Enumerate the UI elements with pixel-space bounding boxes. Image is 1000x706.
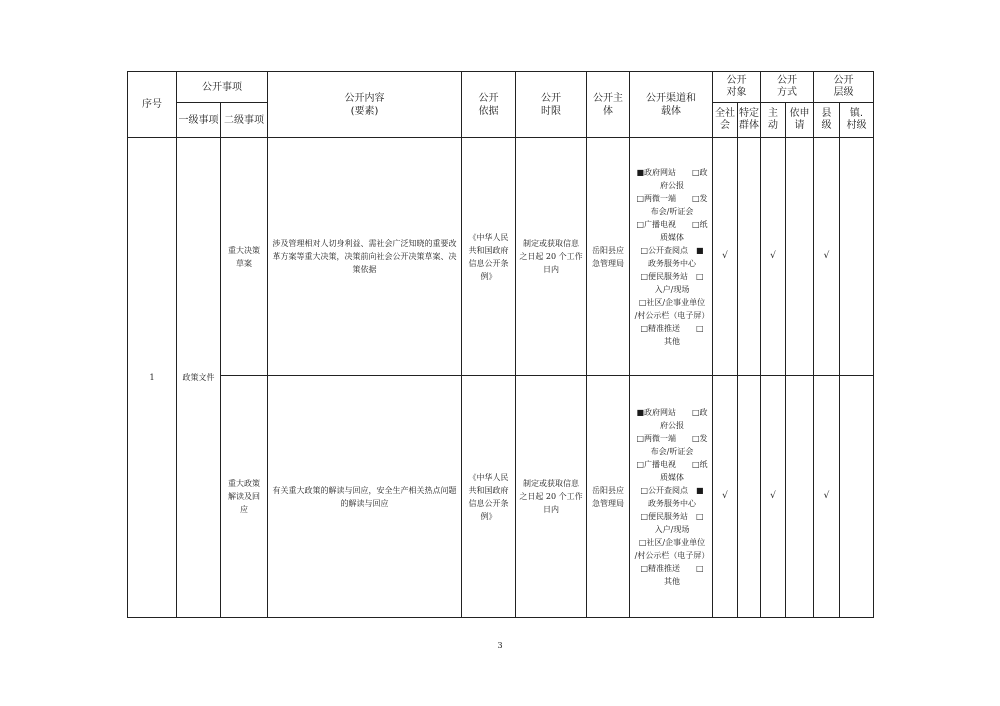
table-row <box>128 138 874 376</box>
header-target: 公开 对象 <box>713 72 761 103</box>
header-mode: 公开 方式 <box>761 72 814 103</box>
channels-cell: ■政府网站 □政 府公报 □两微一端 □发 布会/听证会 □广播电视 □纸 质媒体 □公开查阅点 ■ 政务服务中心 □便民服务站 □ 入户/现场 □社区/企事业单位 /村公示栏（电子屏） □精准推送 □ 其他 <box>630 138 713 376</box>
mode-active-mark: √ <box>761 376 786 618</box>
header-level: 公开 层级 <box>814 72 874 103</box>
header-level-town: 镇. 村级 <box>840 103 874 138</box>
page-number: 3 <box>497 641 503 650</box>
header-public-items: 公开事项 <box>177 72 268 103</box>
header-level1: 一级事项 <box>177 103 221 138</box>
header-target-all: 全社 会 <box>713 103 738 138</box>
header-basis: 公开 依据 <box>462 72 516 138</box>
header-mode-apply: 依申 请 <box>786 103 814 138</box>
level2-cell: 重大决策 草案 <box>221 138 268 376</box>
basis-cell: 《中华人民 共和国政府 信息公开条 例》 <box>462 138 516 376</box>
target-all-mark: √ <box>713 376 738 618</box>
level-town-mark <box>840 138 874 376</box>
table-row <box>128 376 874 618</box>
basis-cell: 《中华人民 共和国政府 信息公开条 例》 <box>462 376 516 618</box>
header-level2: 二级事项 <box>221 103 268 138</box>
header-seq: 序号 <box>128 72 177 138</box>
header-content: 公开内容 (要素) <box>268 72 462 138</box>
header-channels: 公开渠道和 载体 <box>630 72 713 138</box>
header-level-county: 县 级 <box>814 103 840 138</box>
disclosure-table <box>127 71 874 618</box>
content-cell: 涉及管理相对人切身利益、需社会广泛知晓的重要改革方案等重大决策，决策前向社会公开决策草案、决策依据 <box>268 138 462 376</box>
seq-cell: 1 <box>128 138 177 618</box>
time-limit-cell: 制定或获取信息 之日起 20 个工作 日内 <box>516 376 587 618</box>
header-subject: 公开主 体 <box>587 72 630 138</box>
target-all-mark: √ <box>713 138 738 376</box>
subject-cell: 岳阳县应 急管理局 <box>587 138 630 376</box>
document-table-wrapper <box>127 71 874 618</box>
subject-cell: 岳阳县应 急管理局 <box>587 376 630 618</box>
time-limit-cell: 制定或获取信息 之日起 20 个工作 日内 <box>516 138 587 376</box>
level-county-mark: √ <box>814 376 840 618</box>
mode-apply-mark <box>786 138 814 376</box>
target-group-mark <box>738 138 761 376</box>
level1-cell: 政策文件 <box>177 138 221 618</box>
header-mode-active: 主 动 <box>761 103 786 138</box>
mode-active-mark: √ <box>761 138 786 376</box>
header-time-limit: 公开 时限 <box>516 72 587 138</box>
level2-cell: 重大政策 解读及回 应 <box>221 376 268 618</box>
target-group-mark <box>738 376 761 618</box>
content-cell: 有关重大政策的解读与回应，安全生产相关热点问题的解读与回应 <box>268 376 462 618</box>
mode-apply-mark <box>786 376 814 618</box>
header-target-group: 特定 群体 <box>738 103 761 138</box>
level-county-mark: √ <box>814 138 840 376</box>
channels-cell: ■政府网站 □政 府公报 □两微一端 □发 布会/听证会 □广播电视 □纸 质媒体 □公开查阅点 ■ 政务服务中心 □便民服务站 □ 入户/现场 □社区/企事业单位 /村公示栏（电子屏） □精准推送 □ 其他 <box>630 376 713 618</box>
level-town-mark <box>840 376 874 618</box>
